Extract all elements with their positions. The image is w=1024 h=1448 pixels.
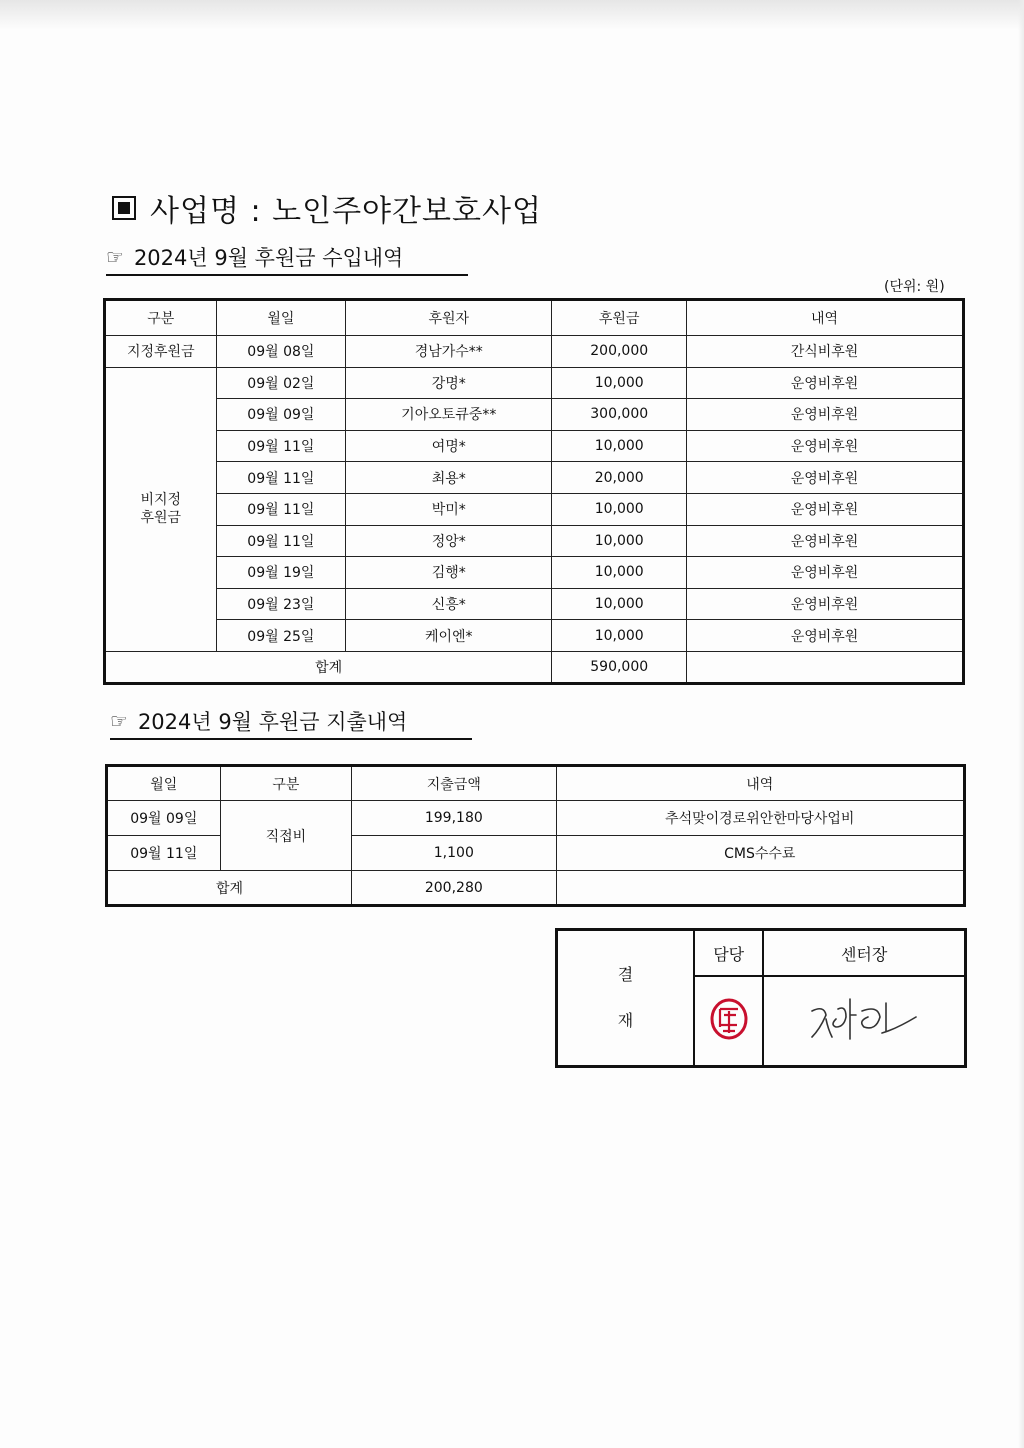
amount-cell: 10,000 xyxy=(552,588,687,620)
header-cell: 후원금 xyxy=(552,300,687,336)
table-row xyxy=(107,801,965,836)
total-label: 합계 xyxy=(105,651,552,683)
manager-stamp-cell xyxy=(694,976,763,1067)
detail-cell: 운영비후원 xyxy=(687,430,964,462)
table-row xyxy=(105,620,964,652)
approval-box xyxy=(555,928,967,1068)
amount-cell: 10,000 xyxy=(552,525,687,557)
expense-header-row xyxy=(107,766,965,801)
category-cell: 직접비 xyxy=(220,801,352,871)
header-cell: 후원자 xyxy=(346,300,552,336)
total-label: 합계 xyxy=(107,871,352,906)
expense-heading-text: 2024년 9월 후원금 지출내역 xyxy=(137,710,408,734)
header-cell: 구분 xyxy=(105,300,217,336)
approval-label-jae: 재 xyxy=(617,1011,634,1030)
handwritten-signature xyxy=(804,989,924,1049)
date-cell: 09월 08일 xyxy=(216,336,346,368)
header-cell: 월일 xyxy=(107,766,221,801)
square-bullet-icon xyxy=(112,196,136,220)
date-cell: 09월 11일 xyxy=(216,430,346,462)
date-cell: 09월 25일 xyxy=(216,620,346,652)
unit-label: (단위: 원) xyxy=(884,279,945,295)
table-row xyxy=(105,336,964,368)
table-row xyxy=(105,399,964,431)
header-cell: 내역 xyxy=(556,766,964,801)
total-amount: 200,280 xyxy=(352,871,556,906)
detail-cell: 운영비후원 xyxy=(687,367,964,399)
pointing-hand-icon: ☞ xyxy=(110,709,128,733)
date-cell: 09월 11일 xyxy=(107,836,221,871)
donor-cell: 기아오토큐중** xyxy=(346,399,552,431)
amount-cell: 200,000 xyxy=(552,336,687,368)
income-section-heading xyxy=(106,242,468,276)
table-row xyxy=(105,525,964,557)
detail-cell: 운영비후원 xyxy=(687,399,964,431)
donor-cell: 최용* xyxy=(346,462,552,494)
director-signature-cell xyxy=(763,976,965,1067)
donor-cell: 김행* xyxy=(346,557,552,589)
header-cell: 월일 xyxy=(216,300,346,336)
approval-label-kyeol: 결 xyxy=(617,965,634,984)
date-cell: 09월 19일 xyxy=(216,557,346,589)
date-cell: 09월 02일 xyxy=(216,367,346,399)
detail-cell: 추석맞이경로위안한마당사업비 xyxy=(556,801,964,836)
date-cell: 09월 11일 xyxy=(216,493,346,525)
donor-cell: 케이엔* xyxy=(346,620,552,652)
total-amount: 590,000 xyxy=(552,651,687,683)
detail-cell: 운영비후원 xyxy=(687,588,964,620)
table-row xyxy=(105,367,964,399)
detail-cell: CMS수수료 xyxy=(556,836,964,871)
total-row xyxy=(105,651,964,683)
amount-cell: 10,000 xyxy=(552,557,687,589)
detail-cell: 운영비후원 xyxy=(687,493,964,525)
amount-cell: 10,000 xyxy=(552,430,687,462)
donor-cell: 신흥* xyxy=(346,588,552,620)
page-title-text: 사업명 : 노인주야간보호사업 xyxy=(150,194,542,229)
total-detail-empty xyxy=(556,871,964,906)
table-row xyxy=(105,588,964,620)
amount-cell: 300,000 xyxy=(552,399,687,431)
donor-cell: 여명* xyxy=(346,430,552,462)
donor-cell: 경남가수** xyxy=(346,336,552,368)
date-cell: 09월 23일 xyxy=(216,588,346,620)
expense-table xyxy=(105,764,966,907)
income-table xyxy=(103,298,965,685)
income-header-row xyxy=(105,300,964,336)
amount-cell: 20,000 xyxy=(552,462,687,494)
date-cell: 09월 09일 xyxy=(107,801,221,836)
date-cell: 09월 09일 xyxy=(216,399,346,431)
amount-cell: 1,100 xyxy=(352,836,556,871)
amount-cell: 10,000 xyxy=(552,620,687,652)
table-row xyxy=(105,462,964,494)
approval-label-cell xyxy=(557,930,695,1067)
table-row xyxy=(105,557,964,589)
detail-cell: 간식비후원 xyxy=(687,336,964,368)
header-cell: 구분 xyxy=(220,766,352,801)
amount-cell: 10,000 xyxy=(552,367,687,399)
amount-cell: 199,180 xyxy=(352,801,556,836)
date-cell: 09월 11일 xyxy=(216,462,346,494)
scan-edge-top xyxy=(0,0,1024,30)
pointing-hand-icon: ☞ xyxy=(106,245,124,269)
detail-cell: 운영비후원 xyxy=(687,620,964,652)
director-header: 센터장 xyxy=(763,930,965,977)
income-heading-text: 2024년 9월 후원금 수입내역 xyxy=(133,246,404,270)
donor-cell: 정앙* xyxy=(346,525,552,557)
table-row xyxy=(105,430,964,462)
donor-cell: 박미* xyxy=(346,493,552,525)
category-cell: 지정후원금 xyxy=(105,336,217,368)
category-cell: 비지정 후원금 xyxy=(105,367,217,651)
expense-section-heading xyxy=(110,706,472,740)
amount-cell: 10,000 xyxy=(552,493,687,525)
date-cell: 09월 11일 xyxy=(216,525,346,557)
table-row xyxy=(105,493,964,525)
detail-cell: 운영비후원 xyxy=(687,525,964,557)
red-seal-stamp-icon xyxy=(709,997,749,1041)
detail-cell: 운영비후원 xyxy=(687,462,964,494)
manager-header: 담당 xyxy=(694,930,763,977)
total-detail-empty xyxy=(687,651,964,683)
scan-edge-right xyxy=(1018,0,1024,1448)
total-row xyxy=(107,871,965,906)
header-cell: 지출금액 xyxy=(352,766,556,801)
detail-cell: 운영비후원 xyxy=(687,557,964,589)
donor-cell: 강명* xyxy=(346,367,552,399)
header-cell: 내역 xyxy=(687,300,964,336)
page-title xyxy=(112,186,542,230)
